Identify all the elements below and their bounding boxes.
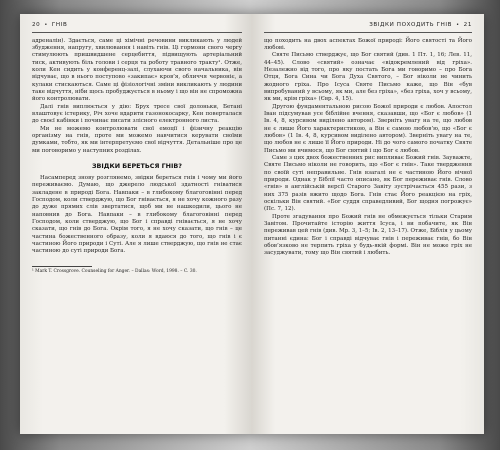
right-paragraph-3: Другою фундаментальною рисою Божої природи є любов. Апостол Іван підсумував усе біблійне вчення, сказавши, що «Бог є любов» (1 Ів. 4, 8, курсивом виділено автором). Зверніть увагу на те, що любов не є лише Його характеристикою, а Він є самою любов’ю, що «Бог є любов» (1 Ів. 4, 8, курсивом виділено автором). Зверніть увагу на те, що любов не є лише її Його природи. Ні до чого самого початку Святе Письмо ми вчимося, що Бог святий і що Бог є любов. [264, 103, 472, 154]
bullet-separator: • [44, 22, 48, 28]
footnote-rule [32, 266, 92, 267]
left-running-head [32, 20, 242, 30]
left-page [20, 14, 252, 434]
right-page-number: 21 [463, 22, 472, 28]
section-heading: ЗВІДКИ БЕРЕТЬСЯ ГНІВ? [91, 162, 182, 170]
left-running-title: ГНІВ [51, 22, 68, 28]
right-paragraph-4: Саме з цих двох божественних рис випливає Божий гнів. Зауважте, Святе Письмо ніколи не говорить, що «Бог є гнів». Таке твердження по своїй суті неправильне. Гнів взагалі не є частиною Його вічної природи. Однак у Біблії часто описано, як Бог переживає гнів. Слово «гнів» в англійській версії Старого Завіту зустрічається 455 рази, з них 375 разів вжито щодо Бога. Гнів стає Його реакцією на гріх, оскільки Він святий. «Бог суддя справедливий, Бог щодня погрожує» (Пс. 7, 12). [264, 155, 472, 213]
right-paragraph-5: Проте згадування про Божий гнів не обмежується тільки Старим Завітом. Прочитайте історію життя Ісуса, і ви побачите, як Він переживав цей гнів (див. Мр. 3, 1–5; Ів. 2, 13–17). Отже, Біблія у цьому питанні єдина: Бог і справді відчуває гнів і переживає гнів, бо Він обов’язково не терпить гріха у будь-якій формі. Він не може гріх не засуджувати, тому що Він святий і любить. [264, 213, 472, 257]
right-paragraph-1: що походить на двох аспектах Божої природі: Його святості та Його любові. [264, 37, 472, 51]
left-page-text [32, 38, 242, 256]
left-paragraph-2: Далі гнів виплюється у дію: Брух тресе свої долоньки, Бетані влаштовує істерику, Річ хоче вдарити газонокосарку, Кен поверталася до своєї кабінки і починає писати злісного електронного листа. [32, 103, 242, 125]
right-page [252, 14, 484, 434]
left-paragraph-4: Насамперед знову розглянемо, звідки береться гнів і чому ми його переживаємо. Думаю, що джерело людської здатності гніватися закладене в природі Бога. Навпаки – в глибокому благоговінні перед Господом, коли стверджую, що Бог гнівається, я не хочу кожного разу до дуже прямих слів звертатися, щоб ми не нашкодили, цього не наповнив до Бога. Навпаки – в глибокому благоговінні перед Господом, коли стверджую, що Бог і справді гнівається, я не хочу сказати, що гнів до Бога. Окрім того, я не хочу сказати, що гнів – це частина божественного образу, коли я вдаюся до того, що гнів і є частиною Його природи і Суті. Але я лише стверджую, що гнів не стає частиною до суті природи Бога. [32, 175, 242, 255]
left-paragraph-1: адреналін). Здається, саме ці хімічні речовини викликають у людей збудження, напругу, хвилювання і навіть гнів. Ці гормони свого чергу стимулюють пришвидшене серцебиття, підвищують артеріальний тиск, активують біль голови і серця та роботу травного тракту¹. Отже, коли Кен сидить у конференц-залі, слухаючи свого начальника, він відчуває, що в нього поступово «закипає» кров’я, обличчя червоніє, а кулаки стискаються. Саме ці фізіологічні зміни викликають у людини таке відчуття, ніби щось пробуджується в ньому і що він не спроможна його контролювати. [32, 37, 242, 103]
right-page-text [264, 38, 472, 258]
right-head-rule [264, 32, 472, 33]
book-spread [20, 14, 484, 434]
right-running-head [264, 20, 472, 30]
right-paragraph-2: Святе Письмо стверджує, що Бог святий (див. 1 Пт. 1, 16; Лев. 11, 44–45). Слово «святий» означає «відокремлений від гріха». Незалежно від того, про яку постать Бога ми говоримо – про Бога Отця, Бога Сина чи Бога Духа Святого, – Бог ніколи не чинить жодного гріха. Про Ісуса Святе Письмо каже, що Він «був випробуваний у всьому, як ми, але без гріха», «без гріха, хоч у всьому, як ми, крім гріха» (Євр. 4, 15). [264, 52, 472, 103]
left-head-rule [32, 32, 242, 33]
footnote: ¹ Mark T. Crossgrove. Counseling for Anger. – Dallas: Word, 1998. – C. 30. [32, 269, 197, 275]
bullet-separator: • [456, 22, 460, 28]
right-running-title: ЗВІДКИ ПОХОДИТЬ ГНІВ [369, 22, 453, 28]
left-paragraph-3: Ми не можемо контролювати свої емоції і фізичну реакцію організму на гнів, проте ми можемо навчитися керувати своїми думками, тобто, як ми інтерпретуємо свої відчуття. Детальніше про це ми поговоримо у наступних розділах. [32, 125, 242, 154]
left-page-number: 20 [32, 22, 41, 28]
